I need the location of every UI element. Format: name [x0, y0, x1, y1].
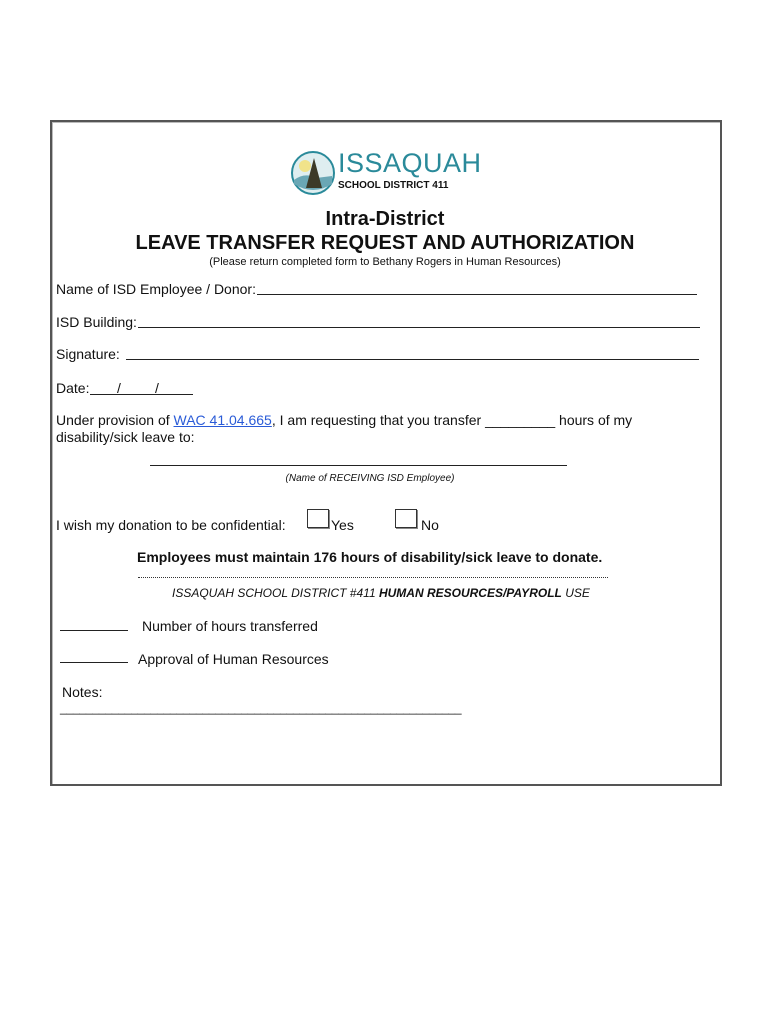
yes-checkbox[interactable] — [307, 509, 329, 528]
receiving-caption: (Name of RECEIVING ISD Employee) — [285, 473, 455, 484]
date-separator: / — [117, 380, 121, 396]
form-subtitle: (Please return completed form to Bethany Rogers in Human Resources) — [209, 256, 561, 268]
yes-label: Yes — [331, 517, 354, 533]
signature-field[interactable] — [126, 359, 699, 360]
signature-label: Signature: — [56, 346, 120, 362]
hours-transferred-field[interactable] — [60, 630, 128, 631]
employee-field[interactable] — [257, 294, 697, 295]
building-field[interactable] — [138, 327, 700, 328]
no-label: No — [421, 517, 439, 533]
date-label: Date: — [56, 380, 90, 396]
no-checkbox[interactable] — [395, 509, 417, 528]
approval-label: Approval of Human Resources — [138, 651, 329, 667]
provision-text — [56, 412, 632, 428]
form-title-line2: LEAVE TRANSFER REQUEST AND AUTHORIZATION — [135, 232, 635, 254]
hr-use-heading — [172, 586, 590, 600]
dotted-divider — [138, 577, 608, 578]
hr-use-prefix: ISSAQUAH SCHOOL DISTRICT #411 — [172, 586, 379, 600]
receiving-employee-field[interactable] — [150, 465, 567, 466]
wac-link[interactable]: WAC 41.04.665 — [173, 412, 272, 428]
provision-suffix: , I am requesting that you transfer _________ hours of my — [271, 412, 633, 428]
building-label: ISD Building: — [56, 314, 137, 330]
hr-use-bold: HUMAN RESOURCES/PAYROLL — [378, 586, 562, 600]
notes-field[interactable]: ______________________________________________________________ — [60, 701, 462, 715]
hr-use-suffix: USE — [561, 586, 590, 600]
date-separator: / — [155, 380, 159, 396]
notes-label: Notes: — [62, 684, 103, 700]
district-logo — [290, 148, 482, 196]
provision-prefix: Under provision of — [56, 412, 174, 428]
provision-line2: disability/sick leave to: — [56, 429, 195, 445]
date-field[interactable] — [90, 394, 193, 395]
approval-field[interactable] — [60, 662, 128, 663]
employee-label: Name of ISD Employee / Donor: — [56, 281, 256, 297]
logo-name: ISSAQUAH — [338, 148, 482, 178]
minimum-hours-notice: Employees must maintain 176 hours of disability/sick leave to donate. — [137, 549, 603, 565]
logo-subtitle: SCHOOL DISTRICT 411 — [338, 180, 449, 191]
form-title-line1: Intra-District — [325, 208, 445, 230]
confidential-label: I wish my donation to be confidential: — [56, 517, 286, 533]
hours-transferred-label: Number of hours transferred — [142, 618, 318, 634]
